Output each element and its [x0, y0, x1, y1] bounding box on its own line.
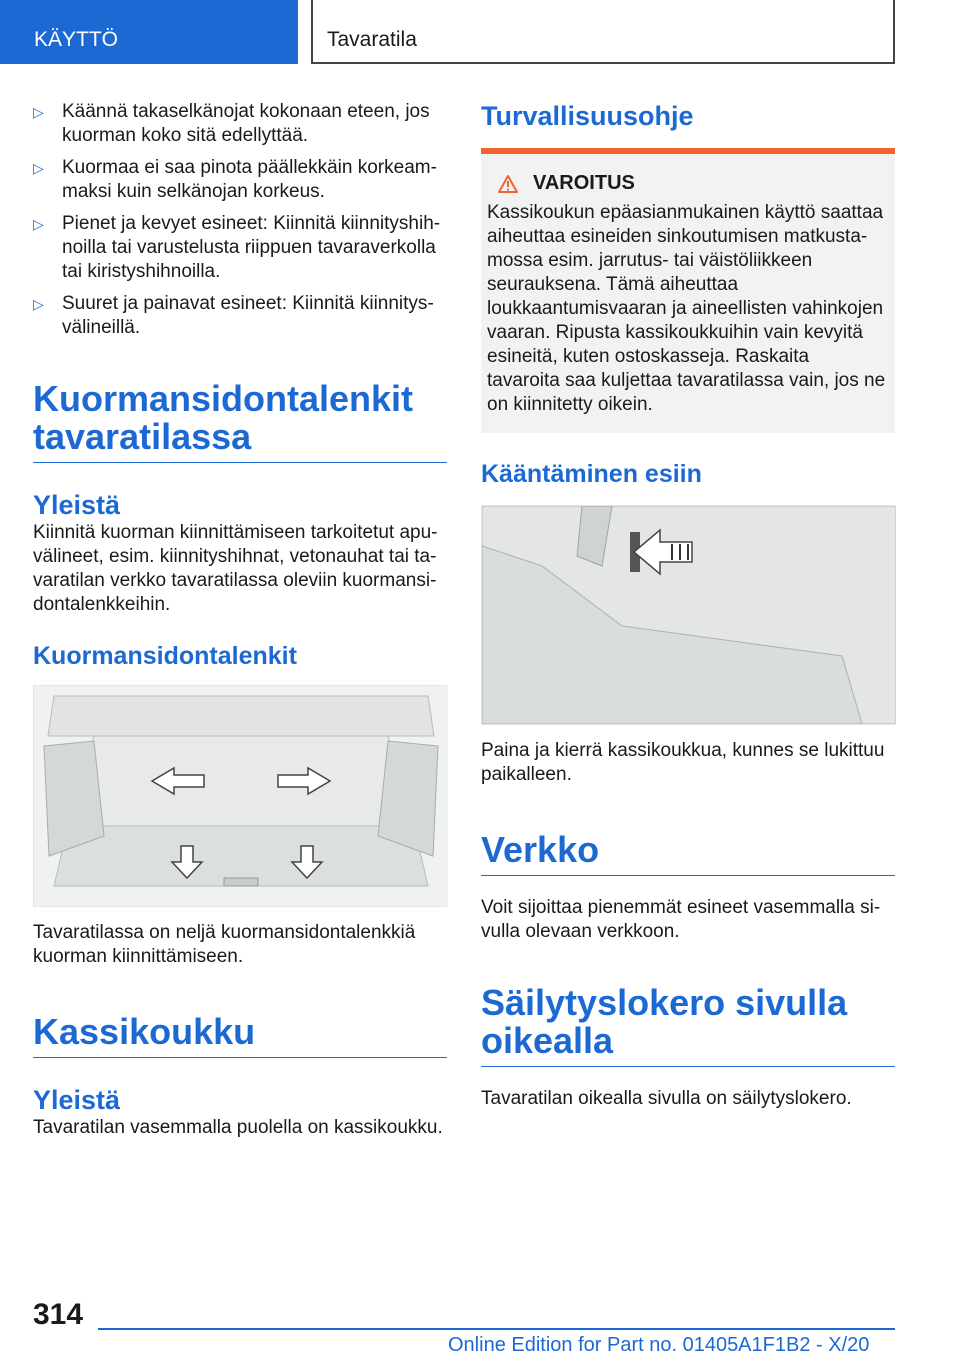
warning-header [487, 172, 887, 195]
list-item: ▷ Käännä takaselkänojat kokonaan eteen, jos kuorman koko sitä edellyttää. [33, 101, 430, 146]
lashing-eyes-figure [33, 685, 447, 907]
list-item: ▷ Pienet ja kevyet esineet: Kiinnitä kiinnityshihnoilla tai varustelusta riippuen tavaraverkolla tai kiristyshihnoilla. [33, 213, 441, 282]
lashing-eyes-heading: Kuormansidontalenkit tavaratilassa [33, 380, 447, 463]
storage-heading: Säilytyslokero sivulla oikealla [481, 984, 895, 1067]
trunk-illustration [34, 686, 448, 906]
chapter-title: Tavaratila [311, 0, 895, 64]
triangle-bullet-icon: ▷ [33, 104, 44, 120]
general-heading: Yleistä [33, 490, 121, 520]
bag-hook-illustration [482, 506, 896, 724]
fold-out-heading: Kääntäminen esiin [481, 460, 702, 488]
warning-text: Kassikoukun epäasianmukainen käyttö saattaa aiheuttaa esineiden sinkoutumisen matkustamossa esim. jarrutus- tai väistöliikkeen seurauksena. Tämä aiheuttaa loukkaantumisvaaran ja aineellisten vahinkojen vaaran. Ripusta kassikoukkuihin vain kevyitä esineitä, kuten ostoskasseja. Raskaita tavaroita saa kuljettaa tavaratilassa vain, jos ne on kiinnitetty oikein. [487, 202, 886, 415]
footer-divider [98, 1328, 895, 1330]
bag-hook-general-heading: Yleistä [33, 1085, 121, 1115]
storage-text: Tavaratilan oikealla sivulla on säilytyslokero. [481, 1088, 852, 1109]
bag-hook-heading: Kassikoukku [33, 1013, 447, 1058]
instruction-list [33, 100, 447, 340]
general-text: Kiinnitä kuorman kiinnittämiseen tarkoitetut apuvälineet, esim. kiinnityshihnat, vetonauhat tai tavaratilan verkko tavaratilassa oleviin kuormansidontalenkkeihin. [33, 522, 438, 615]
page-number: 314 [33, 1298, 84, 1331]
lashing-eyes-caption: Tavaratilassa on neljä kuormansidontalenkkiä kuorman kiinnittämiseen. [33, 922, 416, 967]
bag-hook-text: Tavaratilan vasemmalla puolella on kassikoukku. [33, 1117, 443, 1138]
edition-note: Online Edition for Part no. 01405A1F1B2 - X/20 [448, 1334, 870, 1356]
triangle-bullet-icon: ▷ [33, 216, 44, 232]
triangle-bullet-icon: ▷ [33, 296, 44, 312]
left-column [33, 100, 447, 1140]
list-item: ▷ Kuormaa ei saa pinota päällekkäin korkeammaksi kuin selkänojan korkeus. [33, 157, 437, 202]
net-heading: Verkko [481, 831, 895, 876]
warning-triangle-icon [497, 174, 519, 194]
lashing-eyes-subheading: Kuormansidontalenkit [33, 642, 297, 670]
fold-out-caption: Paina ja kierrä kassikoukkua, kunnes se lukittuu paikalleen. [481, 740, 885, 785]
safety-heading: Turvallisuusohje [481, 101, 694, 131]
list-item: ▷ Suuret ja painavat esineet: Kiinnitä kiinnitysvälineillä. [33, 293, 434, 338]
right-column [481, 100, 895, 1111]
warning-box [481, 148, 895, 433]
section-tab: KÄYTTÖ [0, 0, 298, 64]
bag-hook-figure [481, 505, 895, 725]
warning-title: VAROITUS [533, 172, 635, 194]
net-text: Voit sijoittaa pienemmät esineet vasemmalla sivulla olevaan verkkoon. [481, 897, 881, 942]
triangle-bullet-icon: ▷ [33, 160, 44, 176]
